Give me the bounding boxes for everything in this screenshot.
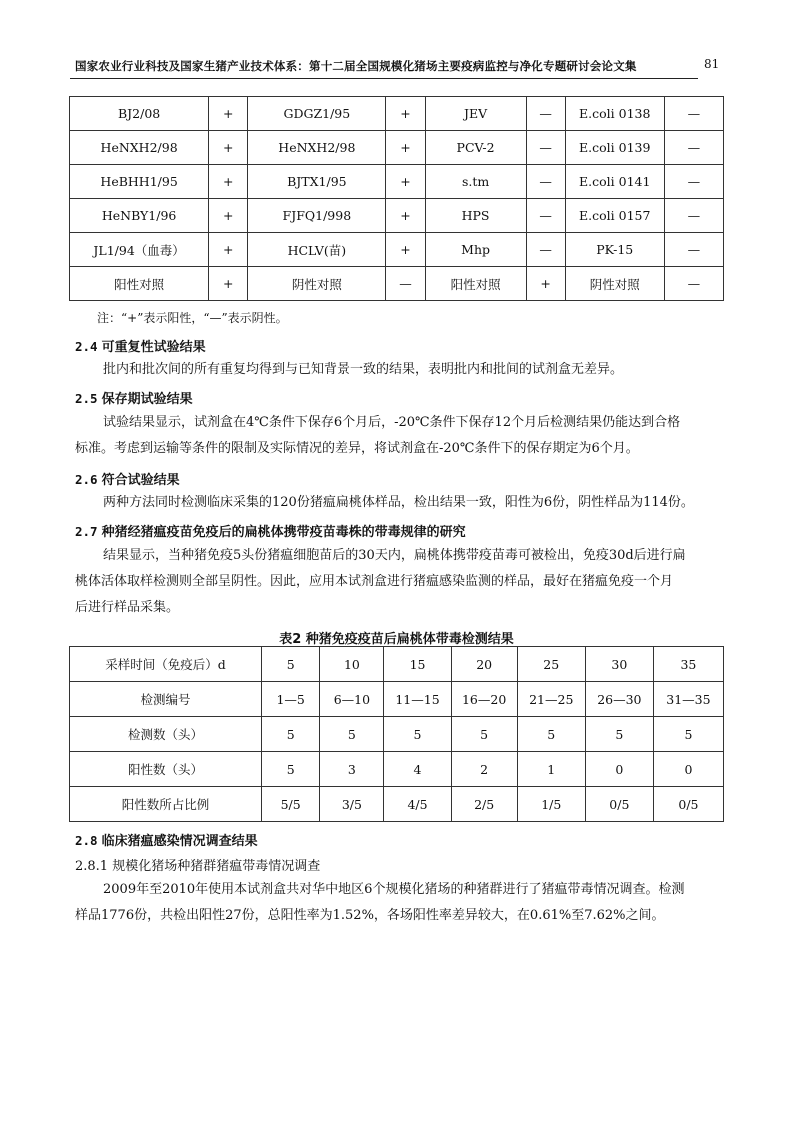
- table-cell: 11—15: [384, 682, 451, 717]
- table-cell: FJFQ1/998: [248, 199, 386, 233]
- table-cell: 35: [653, 647, 723, 682]
- table-cell: 5: [320, 717, 384, 752]
- table-cell: +: [209, 97, 248, 131]
- table-cell: —: [664, 131, 723, 165]
- table-cell: +: [386, 199, 425, 233]
- table-cell: 30: [585, 647, 653, 682]
- table-cell: 阳性对照: [70, 267, 209, 301]
- table-cell: 检测数（头）: [70, 717, 262, 752]
- table-cell: HPS: [425, 199, 526, 233]
- table-cell: +: [386, 233, 425, 267]
- table-cell: —: [664, 165, 723, 199]
- header-rule: [70, 78, 698, 79]
- table-row: [70, 131, 724, 165]
- table-caption: 表2 种猪免疫疫苗后扁桃体带毒检测结果: [279, 632, 514, 647]
- table-cell: 4: [384, 752, 451, 787]
- table-cell: +: [209, 165, 248, 199]
- table-cell: PCV-2: [425, 131, 526, 165]
- table-cell: —: [526, 199, 565, 233]
- subsection-heading: 2.8.1 规模化猪场种猪群猪瘟带毒情况调查: [75, 859, 321, 874]
- table-cell: 20: [451, 647, 517, 682]
- table-cell: 1/5: [517, 787, 585, 822]
- table-cell: —: [526, 97, 565, 131]
- table-cell: +: [386, 131, 425, 165]
- table-cell: BJ2/08: [70, 97, 209, 131]
- table-cell: —: [386, 267, 425, 301]
- table-row: [70, 97, 724, 131]
- table-cell: 16—20: [451, 682, 517, 717]
- table-cell: HeBHH1/95: [70, 165, 209, 199]
- paragraph: 结果显示，当种猪免疫5头份猪瘟细胞苗后的30天内，扁桃体携带疫苗毒可被检出，免疫30d后进行扁 桃体活体取样检测则全部呈阴性。因此，应用本试剂盒进行猪瘟感染监测的样品，最好在猪瘟免疫一个月 后进行样品采集。: [75, 548, 686, 615]
- table-cell: 21—25: [517, 682, 585, 717]
- table-row: [70, 752, 724, 787]
- table-cell: +: [526, 267, 565, 301]
- table-cell: 5/5: [262, 787, 320, 822]
- table-cell: 2: [451, 752, 517, 787]
- table-cell: 5: [384, 717, 451, 752]
- table-note: 注：“+”表示阳性，“—”表示阴性。: [97, 311, 288, 325]
- table-cell: —: [664, 267, 723, 301]
- table-cell: 5: [262, 647, 320, 682]
- table-cell: 4/5: [384, 787, 451, 822]
- tonsil-virus-table: [69, 646, 724, 822]
- table-cell: 3: [320, 752, 384, 787]
- table-cell: 3/5: [320, 787, 384, 822]
- table-cell: —: [526, 131, 565, 165]
- table-cell: Mhp: [425, 233, 526, 267]
- table-cell: PK-15: [565, 233, 664, 267]
- table-cell: +: [209, 267, 248, 301]
- table-row: [70, 267, 724, 301]
- table-cell: +: [209, 233, 248, 267]
- table-cell: HeNBY1/96: [70, 199, 209, 233]
- table-cell: BJTX1/95: [248, 165, 386, 199]
- table-cell: 5: [262, 717, 320, 752]
- paragraph: 批内和批次间的所有重复均得到与已知背景一致的结果，表明批内和批间的试剂盒无差异。: [103, 362, 624, 377]
- table-cell: GDGZ1/95: [248, 97, 386, 131]
- table-row: [70, 165, 724, 199]
- table-cell: 5: [653, 717, 723, 752]
- table-cell: 2/5: [451, 787, 517, 822]
- table-cell: 阴性对照: [248, 267, 386, 301]
- table-cell: +: [386, 97, 425, 131]
- table-cell: 检测编号: [70, 682, 262, 717]
- paragraph: 两种方法同时检测临床采集的120份猪瘟扁桃体样品，检出结果一致，阳性为6份，阴性样品为114份。: [103, 495, 694, 510]
- table-cell: 采样时间（免疫后）d: [70, 647, 262, 682]
- section-heading: 2.7 种猪经猪瘟疫苗免疫后的扁桃体携带疫苗毒株的带毒规律的研究: [75, 524, 466, 540]
- table-row: [70, 233, 724, 267]
- table-cell: E.coli 0157: [565, 199, 664, 233]
- table-cell: 6—10: [320, 682, 384, 717]
- table-cell: +: [209, 199, 248, 233]
- specificity-table: [69, 96, 724, 301]
- table-cell: 0: [653, 752, 723, 787]
- table-row: [70, 647, 724, 682]
- table-cell: 阳性数（头）: [70, 752, 262, 787]
- table-cell: —: [664, 199, 723, 233]
- section-heading: 2.4 可重复性试验结果: [75, 339, 206, 355]
- table-cell: +: [386, 165, 425, 199]
- table-cell: 10: [320, 647, 384, 682]
- table-cell: HeNXH2/98: [70, 131, 209, 165]
- table-cell: JL1/94（血毒）: [70, 233, 209, 267]
- table-cell: —: [526, 233, 565, 267]
- table-row: [70, 787, 724, 822]
- table-row: [70, 682, 724, 717]
- table-cell: E.coli 0139: [565, 131, 664, 165]
- table-cell: +: [209, 131, 248, 165]
- table-cell: E.coli 0138: [565, 97, 664, 131]
- paragraph: 试验结果显示，试剂盒在4℃条件下保存6个月后，-20℃条件下保存12个月后检测结果仍能达到合格 标准。考虑到运输等条件的限制及实际情况的差异，将试剂盒在-20℃条件下的保存期定为6个月。: [75, 415, 681, 456]
- table-cell: 阴性对照: [565, 267, 664, 301]
- table-cell: 26—30: [585, 682, 653, 717]
- table-cell: —: [526, 165, 565, 199]
- table-cell: HCLV(苗): [248, 233, 386, 267]
- section-heading: 2.8 临床猪瘟感染情况调查结果: [75, 833, 258, 849]
- table-cell: 0/5: [585, 787, 653, 822]
- table-cell: s.tm: [425, 165, 526, 199]
- table-row: [70, 717, 724, 752]
- table-cell: —: [664, 233, 723, 267]
- table-cell: 5: [451, 717, 517, 752]
- table-cell: 0/5: [653, 787, 723, 822]
- running-header: 国家农业行业科技及国家生猪产业技术体系：第十二届全国规模化猪场主要疫病监控与净化专题研讨会论文集: [75, 59, 637, 73]
- table-cell: 15: [384, 647, 451, 682]
- table-cell: 1: [517, 752, 585, 787]
- table-cell: JEV: [425, 97, 526, 131]
- table-cell: 阳性数所占比例: [70, 787, 262, 822]
- table-cell: 31—35: [653, 682, 723, 717]
- table-cell: 0: [585, 752, 653, 787]
- page-number: 81: [704, 57, 720, 71]
- table-row: [70, 199, 724, 233]
- section-heading: 2.5 保存期试验结果: [75, 391, 193, 407]
- table-cell: E.coli 0141: [565, 165, 664, 199]
- table-cell: HeNXH2/98: [248, 131, 386, 165]
- table-cell: 阳性对照: [425, 267, 526, 301]
- paragraph: 2009年至2010年使用本试剂盒共对华中地区6个规模化猪场的种猪群进行了猪瘟带毒情况调查。检测 样品1776份，共检出阳性27份，总阳性率为1.52%，各场阳性率差异较大，在0.61%至7.62%之间。: [75, 882, 685, 923]
- table-cell: 5: [262, 752, 320, 787]
- table-cell: 25: [517, 647, 585, 682]
- table-cell: 1—5: [262, 682, 320, 717]
- section-heading: 2.6 符合试验结果: [75, 472, 180, 488]
- table-cell: 5: [517, 717, 585, 752]
- table-cell: 5: [585, 717, 653, 752]
- table-cell: —: [664, 97, 723, 131]
